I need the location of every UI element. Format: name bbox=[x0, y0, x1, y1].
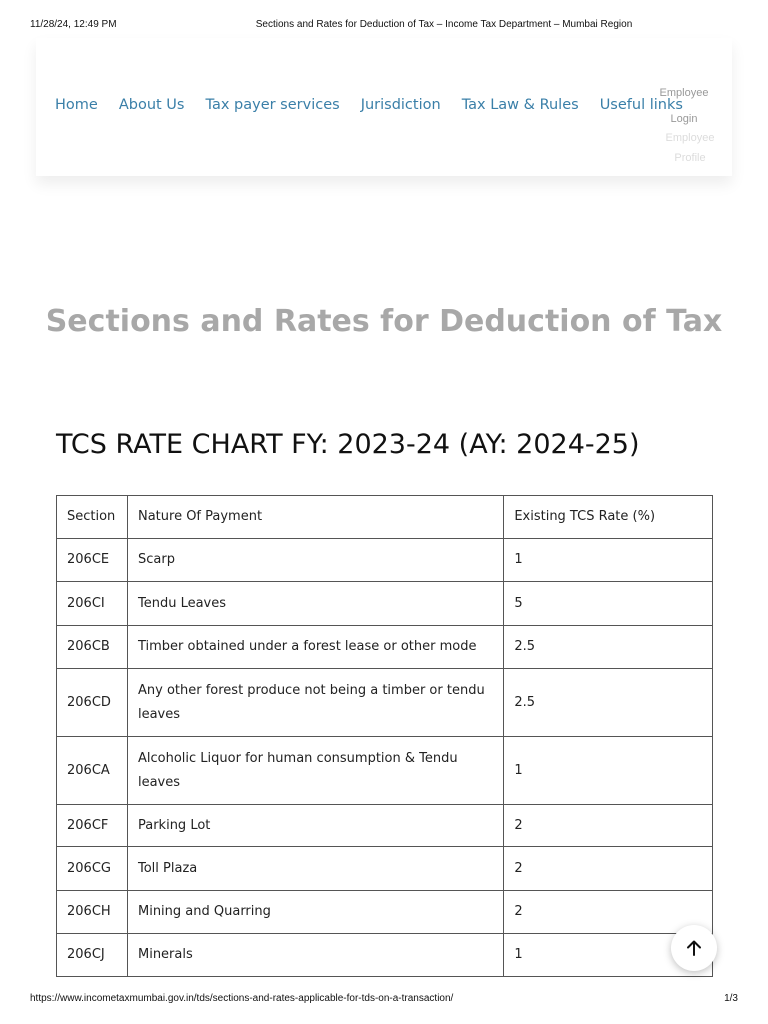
nav-tax-law-rules[interactable]: Tax Law & Rules bbox=[461, 97, 579, 113]
header-nature-of-payment: Nature Of Payment bbox=[127, 496, 503, 539]
cell-section: 206CA bbox=[57, 737, 128, 805]
cell-section: 206CI bbox=[57, 582, 128, 626]
cell-section: 206CE bbox=[57, 539, 128, 582]
cell-section: 206CD bbox=[57, 669, 128, 737]
cell-nature: Parking Lot bbox=[127, 805, 503, 847]
table-row bbox=[57, 934, 713, 977]
table-row bbox=[57, 626, 713, 669]
cell-section: 206CH bbox=[57, 891, 128, 934]
cell-nature: Scarp bbox=[127, 539, 503, 582]
cell-rate: 2.5 bbox=[504, 669, 713, 737]
cell-rate: 5 bbox=[504, 582, 713, 626]
table-row bbox=[57, 539, 713, 582]
cell-nature: Timber obtained under a forest lease or other mode bbox=[127, 626, 503, 669]
employee-login-line2: Login bbox=[670, 113, 698, 125]
header-tcs-rate: Existing TCS Rate (%) bbox=[504, 496, 713, 539]
tcs-chart-heading: TCS RATE CHART FY: 2023-24 (AY: 2024-25) bbox=[56, 429, 640, 460]
nav-about-us[interactable]: About Us bbox=[118, 97, 185, 113]
table-row bbox=[57, 669, 713, 737]
cell-rate: 1 bbox=[504, 737, 713, 805]
cell-nature: Minerals bbox=[127, 934, 503, 977]
print-page-number: 1/3 bbox=[724, 993, 738, 1004]
table-row bbox=[57, 582, 713, 626]
print-document-title: Sections and Rates for Deduction of Tax – Income Tax Department – Mumbai Region bbox=[255, 19, 633, 30]
cell-nature: Toll Plaza bbox=[127, 847, 503, 891]
nav-jurisdiction[interactable]: Jurisdiction bbox=[360, 97, 441, 113]
employee-profile-link[interactable] bbox=[662, 128, 718, 168]
employee-profile-line1: Employee bbox=[665, 132, 715, 144]
employee-profile-line2: Profile bbox=[674, 152, 706, 164]
page-title: Sections and Rates for Deduction of Tax bbox=[45, 304, 723, 339]
cell-nature: Alcoholic Liquor for human consumption & Tendu leaves bbox=[127, 737, 503, 805]
table-row bbox=[57, 891, 713, 934]
nav-useful-links[interactable]: Useful links bbox=[599, 97, 683, 113]
print-footer bbox=[0, 993, 768, 1007]
print-datetime: 11/28/24, 12:49 PM bbox=[30, 19, 117, 30]
employee-login-link[interactable] bbox=[656, 80, 712, 132]
table-row bbox=[57, 805, 713, 847]
scroll-to-top-button[interactable] bbox=[671, 925, 717, 971]
cell-rate: 2 bbox=[504, 847, 713, 891]
nav-home[interactable]: Home bbox=[55, 97, 98, 113]
cell-rate: 1 bbox=[504, 539, 713, 582]
cell-section: 206CG bbox=[57, 847, 128, 891]
cell-nature: Any other forest produce not being a timber or tendu leaves bbox=[127, 669, 503, 737]
tcs-rate-table bbox=[56, 495, 713, 977]
cell-nature: Tendu Leaves bbox=[127, 582, 503, 626]
table-row bbox=[57, 847, 713, 891]
cell-section: 206CB bbox=[57, 626, 128, 669]
print-header bbox=[0, 19, 768, 33]
cell-rate: 1 bbox=[504, 934, 713, 977]
table-row bbox=[57, 737, 713, 805]
employee-login-line1: Employee bbox=[659, 87, 709, 99]
cell-section: 206CF bbox=[57, 805, 128, 847]
header-section: Section bbox=[57, 496, 128, 539]
arrow-up-icon bbox=[684, 938, 704, 958]
cell-rate: 2 bbox=[504, 891, 713, 934]
cell-nature: Mining and Quarring bbox=[127, 891, 503, 934]
site-navbar bbox=[36, 38, 732, 176]
cell-rate: 2.5 bbox=[504, 626, 713, 669]
cell-section: 206CJ bbox=[57, 934, 128, 977]
print-url: https://www.incometaxmumbai.gov.in/tds/sections-and-rates-applicable-for-tds-on-a-transaction/ bbox=[30, 993, 454, 1004]
nav-tax-payer-services[interactable]: Tax payer services bbox=[205, 97, 340, 113]
table-header-row bbox=[57, 496, 713, 539]
cell-rate: 2 bbox=[504, 805, 713, 847]
main-menu bbox=[55, 97, 704, 113]
